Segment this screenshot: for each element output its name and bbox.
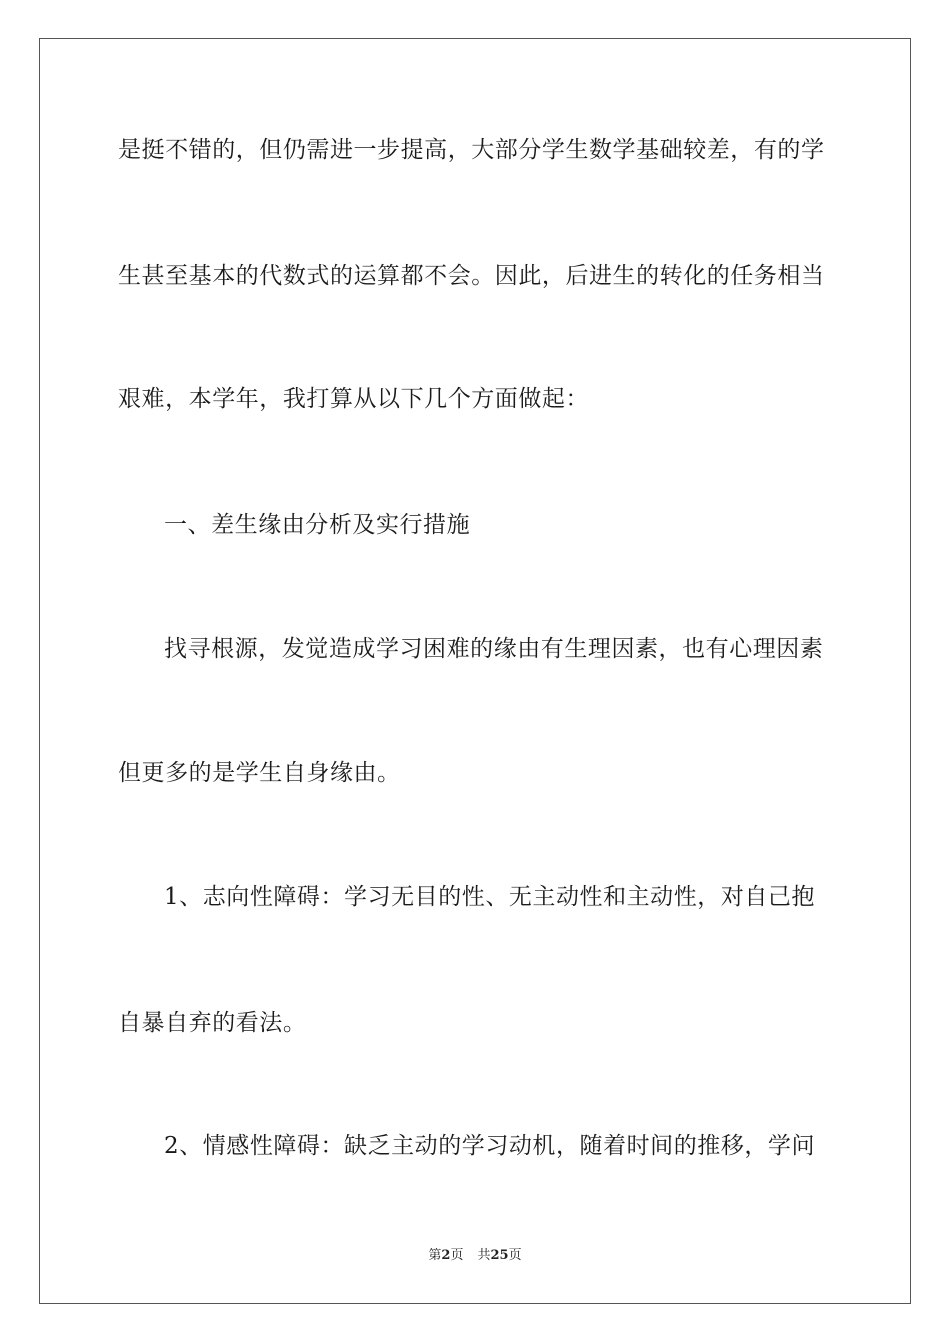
total-prefix: 共 [477, 1248, 491, 1263]
page-suffix: 页 [450, 1248, 464, 1263]
list-item-1-line-2: 自暴自弃的看法。 [118, 1010, 307, 1036]
paragraph-line-3: 艰难，本学年，我打算从以下几个方面做起： [118, 386, 589, 412]
list-item-1-line-1: 1、志向性障碍：学习无目的性、无主动性和主动性，对自己抱 [164, 884, 816, 910]
total-pages: 25 [490, 1248, 509, 1263]
total-suffix: 页 [508, 1248, 522, 1263]
paragraph-line-1: 是挺不错的，但仍需进一步提高，大部分学生数学基础较差，有的学 [118, 137, 825, 163]
page-frame [39, 38, 911, 1304]
page-number: 2 [441, 1248, 451, 1263]
section-heading: 一、差生缘由分析及实行措施 [164, 512, 471, 538]
paragraph-line-2: 生甚至基本的代数式的运算都不会。因此，后进生的转化的任务相当 [118, 263, 825, 289]
paragraph-line-5: 找寻根源，发觉造成学习困难的缘由有生理因素，也有心理因素 [164, 636, 824, 662]
page-prefix: 第 [428, 1248, 442, 1263]
list-item-2-line-1: 2、情感性障碍：缺乏主动的学习动机，随着时间的推移，学问 [164, 1133, 816, 1159]
paragraph-line-6: 但更多的是学生自身缘由。 [118, 760, 401, 786]
page-footer [0, 1247, 950, 1265]
